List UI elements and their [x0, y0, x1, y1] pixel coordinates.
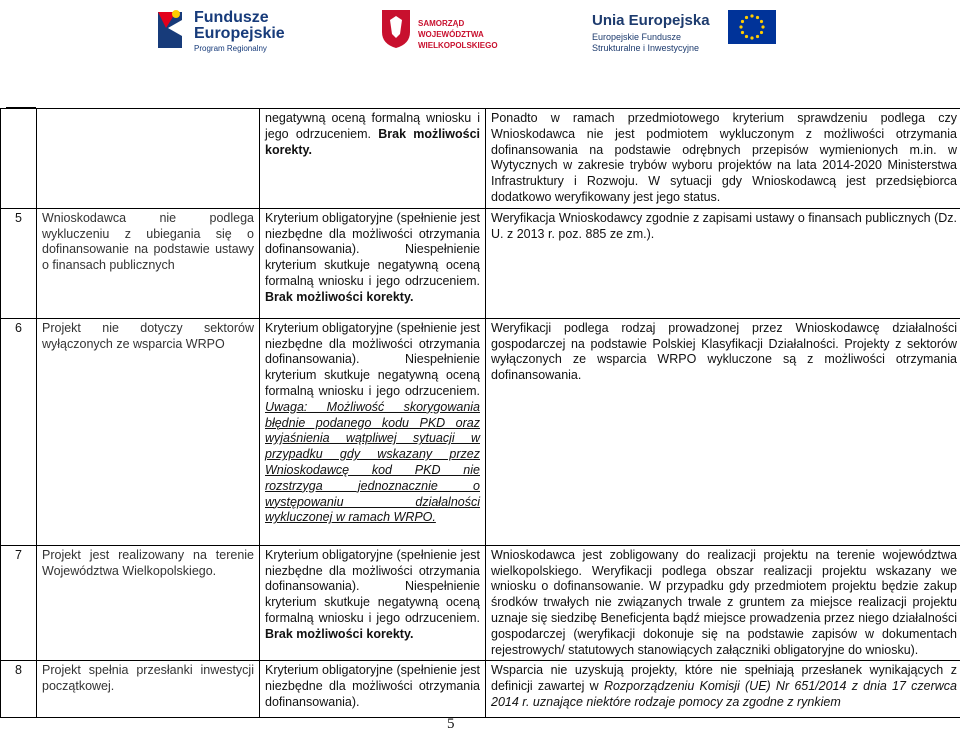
consequence-text: Kryterium obligatoryjne (spełnienie jest niezbędne dla możliwości otrzymania dofinansowania). Niespełnienie kryterium skutkuje negatywną oceną formalną wniosku i jego odrzuceniem.	[265, 320, 480, 398]
description-text: Rozporządzeniu Komisji (UE) Nr 651/2014 z dnia 17 czerwca 2014 r. uznające niektóre rodzaje pomocy za zgodne z rynkiem	[491, 679, 957, 709]
table-row	[1, 109, 960, 209]
criterion-description	[486, 661, 960, 718]
table-row	[1, 661, 960, 718]
wielkopolska-eagle-shield-icon	[380, 8, 412, 50]
description-text: Wnioskodawca jest zobligowany do realizacji projektu na terenie województwa wielkopolskiego. Weryfikacji podlega obszar realizacji projektu wskazany we wniosku o dofinansowanie. W przypadku gdy przedmiotem projektu będzie zakup środków trwałych nie związanych trwale z gruntem za miejsce realizacji projektu uznaje się siedzibę Beneficjenta bądź miejsce prowadzenia przez niego działalności gospodarczej (weryfikacji dokonuje się na podstawie zapisów w dokumentach rejestrowych/ statutowych stanowiących załączniki obligatoryjne do wniosku).	[491, 547, 957, 657]
criterion-name: Projekt spełnia przesłanki inwestycji początkowej.	[37, 661, 260, 718]
criterion-description	[486, 545, 960, 661]
table-row	[1, 545, 960, 661]
logo-ue-subtitle-line1: Europejskie Fundusze	[592, 32, 682, 42]
consequence-text: Brak możliwości korekty.	[265, 626, 414, 641]
header-logos	[0, 0, 960, 70]
logo-fe-subtitle: Program Regionalny	[194, 44, 267, 53]
row-number: 7	[1, 545, 37, 661]
logo-ue-subtitle	[592, 32, 699, 54]
criterion-consequence	[260, 661, 486, 718]
consequence-text: Kryterium obligatoryjne (spełnienie jest niezbędne dla możliwości otrzymania dofinansowania). Niespełnienie kryterium skutkuje negatywną oceną formalną wniosku i jego odrzuceniem.	[265, 210, 480, 288]
criterion-name: Wnioskodawca nie podlega wykluczeniu z ubiegania się o dofinansowanie na podstawie ustawy o finansach publicznych	[37, 208, 260, 318]
row-number: 8	[1, 661, 37, 718]
row-number: 6	[1, 318, 37, 545]
row-number: 5	[1, 208, 37, 318]
logo-fundusze-europejskie	[156, 6, 286, 58]
consequence-text: Kryterium obligatoryjne (spełnienie jest niezbędne dla możliwości otrzymania dofinansowania).	[265, 663, 480, 709]
consequence-text: negatywną oceną formalną wniosku i jego odrzuceniem.	[265, 111, 480, 141]
logo-wlkp-text: SAMORZĄD WOJEWÓDZTWA WIELKOPOLSKIEGO	[418, 19, 498, 50]
description-text: Weryfikacja Wnioskodawcy zgodnie z zapisami ustawy o finansach publicznych (Dz. U. z 2013 r. poz. 885 ze zm.).	[491, 210, 957, 241]
logo-samorzad-wielkopolski	[380, 8, 580, 54]
criterion-consequence	[260, 318, 486, 545]
consequence-text: Uwaga: Możliwość skorygowania błędnie podanego kodu PKD oraz wyjaśnienia wątpliwej sytuacji w przypadku gdy wskazany przez Wnioskodawcę kod PKD nie rozstrzyga jednoznacznie o występowaniu działalności wykluczonej w ramach WRPO.	[265, 399, 480, 525]
logo-ue-subtitle-line2: Strukturalne i Inwestycyjne	[592, 43, 700, 53]
criterion-consequence	[260, 545, 486, 661]
criterion-description	[486, 208, 960, 318]
fundusze-europejskie-icon	[156, 6, 188, 52]
eu-flag-icon	[728, 10, 776, 44]
consequence-text: Kryterium obligatoryjne (spełnienie jest niezbędne dla możliwości otrzymania dofinansowania). Niespełnienie kryterium skutkuje negatywną oceną formalną wniosku i jego odrzuceniem.	[265, 547, 480, 625]
description-text: Weryfikacji podlega rodzaj prowadzonej przez Wnioskodawcę działalności gospodarczej na podstawie Polskiej Klasyfikacji Działalności. Projekty z sektorów wyłączonych ze wsparcia WRPO wykluczone są z możliwości otrzymania dofinansowania.	[491, 320, 957, 383]
criterion-description	[486, 109, 960, 209]
criterion-consequence	[260, 208, 486, 318]
criterion-description	[486, 318, 960, 545]
table-row	[1, 318, 960, 545]
logo-fe-title: Fundusze Europejskie	[194, 9, 285, 42]
consequence-text: Brak możliwości korekty.	[265, 289, 414, 304]
criterion-name: Projekt jest realizowany na terenie Województwa Wielkopolskiego.	[37, 545, 260, 661]
consequence-text: Brak możliwości korekty.	[265, 126, 480, 157]
description-text: Ponadto w ramach przedmiotowego kryterium sprawdzeniu podlega czy Wnioskodawca nie jest podmiotem wykluczonym z możliwości otrzymania dofinansowania na podstawie odrębnych przepisów wymienionych m.in. w Wytycznych w zakresie trybów wyboru projektów na lata 2014-2020 Ministerstwa Infrastruktury i Rozwoju. W sytuacji gdy Wnioskodawcą jest przedsiębiorca dodatkowo weryfikowany jest jego status.	[491, 111, 957, 204]
criteria-table	[0, 108, 960, 718]
description-text: Wsparcia nie uzyskują projekty, które nie spełniają przesłanek wynikających z definicji zawartej w	[491, 663, 957, 694]
row-number	[1, 109, 37, 209]
criterion-name: Projekt nie dotyczy sektorów wyłączonych ze wsparcia WRPO	[37, 318, 260, 545]
criterion-consequence	[260, 109, 486, 209]
table-row	[1, 208, 960, 318]
page-number: 5	[447, 716, 455, 732]
criterion-name	[37, 109, 260, 209]
logo-ue-title: Unia Europejska	[592, 12, 710, 29]
